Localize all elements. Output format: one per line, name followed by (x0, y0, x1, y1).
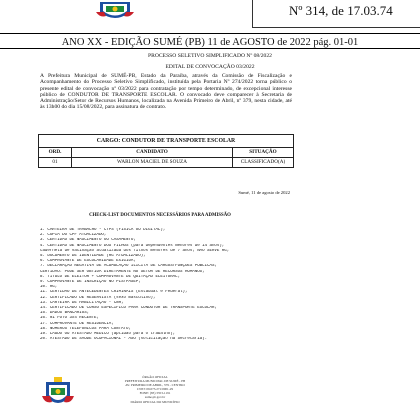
checklist-item: 4. CERTIDÃO DE NASCIMENTO DOS FILHOS (para dependentes menores de 14 anos); (40, 243, 225, 248)
table-header-row (39, 148, 293, 158)
header-status: SITUAÇÃO (249, 149, 277, 155)
body-paragraph: A Prefeitura Municipal de SUMÉ-PB, Estado da Paraíba, através da Comissão de Fiscalização e Acompanhamento do Processo Seletivo Simplificado, instituída pela Portaria Nº 274/2022 torna público o presente edital de convocação nº 03/2022 para contratação por tempo determinado, de excepcional interesse público de CONDUTOR DE TRANSPORTE ESCOLAR. O convocado deve comparecer à Secretaria de Administração/Setor de Recursos Humanos, localizada na Avenida Primeiro de Abril, nº 379, nesta cidade, até às 13h00 do dia 15/08/2022, para assinatura de contrato. (40, 73, 292, 111)
footer-line: sume.pb.gov.br (144, 395, 166, 400)
footer-line: CNPJ: 09.073.271/0001-29 (136, 387, 174, 392)
checklist-item: 9. COMPROVANTE DE INSCRIÇÃO NO PIS/PASEP; (40, 280, 141, 285)
header-rule-top (0, 33, 420, 34)
municipal-coat-of-arms-logo (94, 0, 136, 22)
header-ord: ORD. (39, 148, 72, 157)
checklist-item: 18. NÚMEROS TELEFÔNICOS PARA CONTATO; (40, 326, 131, 331)
checklist-item: 12. CERTIFICADO DE RESERVISTA (sexo masculino); (40, 295, 156, 300)
footer-line: DIÁRIO OFICIAL DO MUNICÍPIO (130, 399, 180, 404)
checklist-item: CERTIDÃO: PODE SER OBTIDA DIRETAMENTE NO SETOR DE RECURSOS HUMANOS; (40, 269, 205, 274)
checklist-item: 10. RG; (40, 285, 58, 290)
footer-coat-of-arms-logo (40, 376, 76, 412)
checklist-item: caderneta de vacinação atualizada dos filhos menores de 7 anos; NÃO SERVE RG; (40, 248, 230, 253)
checklist-item: 2. CÓPIA DO CPF ATUALIZADO; (40, 233, 107, 238)
checklist-item: 6. COMPROVANTE DE ESCOLARIDADE EXIGIDA; (40, 259, 136, 264)
row-ord: 01 (39, 158, 72, 167)
candidate-table (38, 134, 294, 168)
row-candidate: WARLON MACIEL DE SOUZA (72, 158, 233, 167)
law-reference: Nº 314, de 17.03.74 (289, 3, 393, 18)
checklist (40, 228, 294, 342)
checklist-item: 3. CERTIDÃO DE NASCIMENTO OU CASAMENTO; (40, 238, 136, 243)
checklist-title: CHECK-LIST DOCUMENTOS NECESSÁRIOS PARA ADMISSÃO (89, 213, 231, 218)
checklist-item: 15. DADOS BANCÁRIOS; (40, 311, 90, 316)
checklist-item: 17. COMPROVANTE DE RESIDÊNCIA; (40, 321, 114, 326)
table-row (39, 158, 293, 167)
checklist-item: 1. CARTEIRA DE TRABALHO - CTPS (FÍSICA OU DIGITAL); (40, 228, 166, 232)
row-status: CLASSIFICADO(A) (240, 159, 286, 165)
date-line: Sumé, 11 de agosto de 2022 (238, 190, 290, 195)
edital-title: EDITAL DE CONVOCAÇÃO 03/2022 (165, 64, 255, 70)
checklist-item: 14. CERTIFICADO DE CURSO ESPECÍFICO PARA CONDUTOR DE TRANSPORTE ESCOLAR; (40, 306, 217, 311)
edition-line: ANO XX - EDIÇÃO SUMÉ (PB) 11 de AGOSTO de 2022 pág. 01-01 (61, 37, 359, 48)
checklist-item: 8. TÍTULO DE ELEITOR + COMPROVANTE DE QUITAÇÃO ELEITORAL; (40, 274, 181, 279)
footer-line: AV. PRIMEIRO DE ABRIL, 379 - CENTRO (125, 383, 185, 388)
checklist-item: 20. ATESTADO DE SAÚDE OCUPACIONAL - ASO (solicitação na Secretaria). (40, 337, 208, 342)
footer-line: FONE: (83) 3353-1191 (139, 391, 171, 396)
checklist-item: 19. LAUDO OU ATESTADO MÉDICO (aptidão para o trabalho); (40, 332, 176, 337)
table-title: CARGO: CONDUTOR DE TRANSPORTE ESCOLAR (39, 135, 293, 148)
checklist-item: 13. CARTEIRA DE HABILITAÇÃO - CNH; (40, 300, 124, 305)
footer-text (100, 375, 210, 404)
footer-line: ÓRGÃO OFICIAL (142, 375, 168, 379)
checklist-item: 11. CERTIDÃO DE ANTECEDENTES CRIMINAIS (Estadual e Federal); (40, 290, 188, 295)
header-rule-bottom (0, 48, 420, 49)
checklist-item: 16. 01 FOTO 3x4 RECENTE; (40, 316, 99, 321)
law-reference-box (252, 0, 420, 28)
footer-line: PREFEITURA MUNICIPAL DE SUMÉ - PB (124, 379, 186, 384)
header-candidate: CANDIDATO (72, 148, 233, 157)
process-title: PROCESSO SELETIVO SIMPLIFICADO Nº 08/2022 (148, 53, 272, 59)
checklist-item: 7. DECLARAÇÃO NEGATIVA DE ACUMULAÇÃO ILÍCITA DE CARGOS/FUNÇÕES PÚBLICAS; (40, 264, 217, 269)
checklist-item: 5. DOCUMENTO DE IDENTIDADE (RG ATUALIZADO); (40, 254, 146, 259)
